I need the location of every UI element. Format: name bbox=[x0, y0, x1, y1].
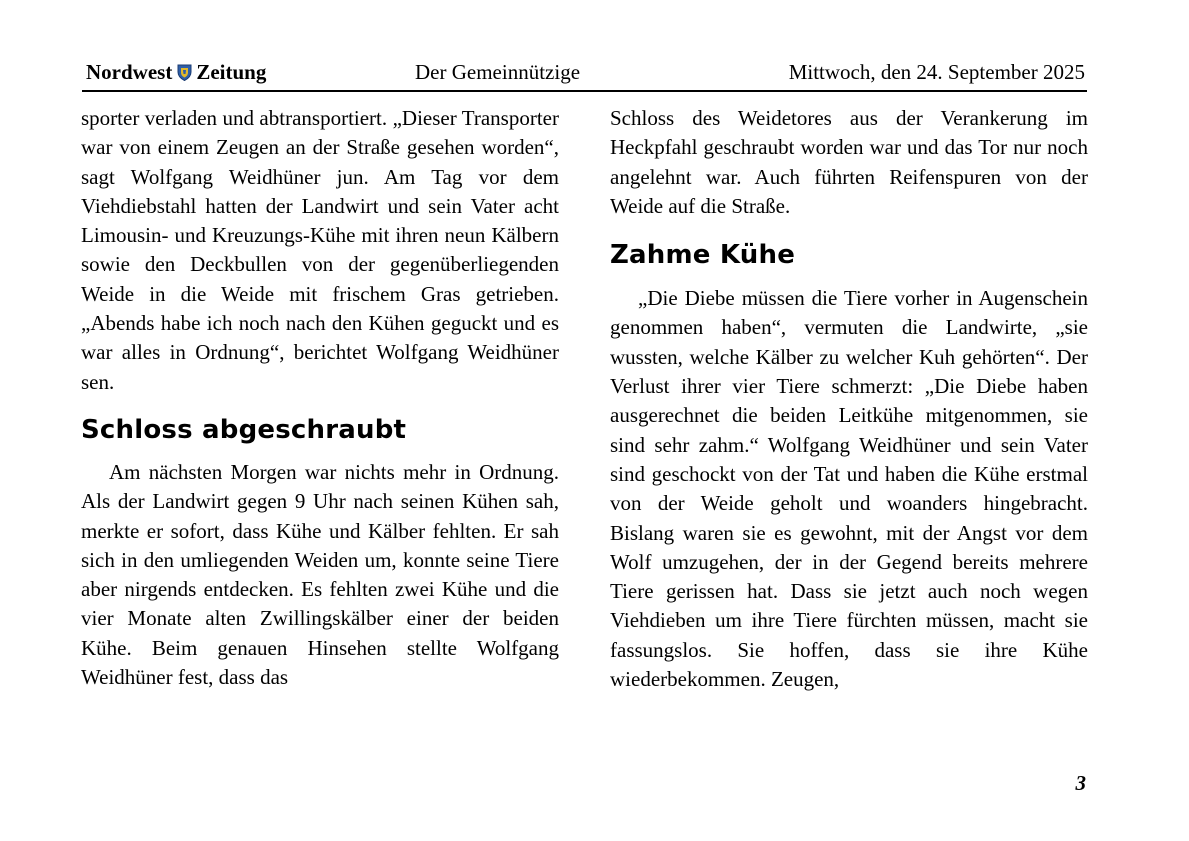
section-title: Der Gemeinnützige bbox=[415, 60, 581, 84]
left-column bbox=[81, 104, 559, 692]
right-paragraph-2: „Die Diebe müssen die Tiere vorher in Augenschein genommen haben“, vermuten die Landwirte, „sie wussten, welche Kälber zu welcher Kuh gehörten“. Der Verlust ihrer vier Tiere schmerzt: „Die Diebe haben ausgerechnet die beiden Leitkühe mitgenommen, sie sind sehr zahm.“ Wolfgang Weidhüner und sein Vater sind geschockt von der Tat und haben die Kühe erstmal von der Weide geholt und woanders hingebracht. Bislang waren sie es gewohnt, mit der Angst vor dem Wolf umzugehen, der in der Gegend bereits mehrere Tiere gerissen hat. Dass sie jetzt auch noch wegen Viehdieben um ihre Tiere fürchten müssen, macht sie fassungslos. Sie hoffen, dass sie ihre Kühe wiederbekommen. Zeugen, bbox=[610, 286, 1088, 692]
newspaper-masthead bbox=[86, 60, 266, 85]
left-paragraph-1: sporter verladen und abtransportiert. „Dieser Transporter war von einem Zeugen an der Straße gesehen worden“, sagt Wolfgang Weidhüner jun. Am Tag vor dem Viehdiebstahl hatten der Landwirt und sein Vater acht Limousin- und Kreuzungs-Kühe mit ihren neun Kälbern sowie den Deckbullen von der gegenüberliegenden Weide in die Weide mit frischem Gras getrieben. „Abends habe ich noch nach den Kühen geguckt und es war alles in Ordnung“, berichtet Wolfgang Weidhüner sen. bbox=[81, 106, 559, 394]
masthead-word-1: Nordwest bbox=[86, 60, 173, 84]
header-rule bbox=[82, 90, 1087, 92]
page-header bbox=[86, 58, 1085, 88]
issue-date: Mittwoch, den 24. September 2025 bbox=[788, 60, 1085, 84]
masthead-word-2: Zeitung bbox=[196, 60, 267, 84]
coat-of-arms-icon bbox=[177, 62, 192, 79]
page-number: 3 bbox=[1075, 771, 1086, 795]
subheading-schloss-abgeschraubt: Schloss abgeschraubt bbox=[81, 414, 407, 445]
right-column bbox=[610, 104, 1088, 694]
right-paragraph-1: Schloss des Weidetores aus der Verankerung im Heckpfahl geschraubt worden war und das Tor nur noch angelehnt war. Auch führten Reifenspuren von der Weide auf die Straße. bbox=[610, 106, 1088, 218]
left-paragraph-2: Am nächsten Morgen war nichts mehr in Ordnung. Als der Landwirt gegen 9 Uhr nach seinen Kühen sah, merkte er sofort, dass Kühe und Kälber fehlten. Er sah sich in den umliegenden Weiden um, konnte seine Tiere aber nirgends entdecken. Es fehlten zwei Kühe und die vier Monate alten Zwillingskälber einer der beiden Kühe. Beim genauen Hinsehen stellte Wolfgang Weidhüner fest, dass das bbox=[81, 459, 559, 690]
subheading-zahme-kuehe: Zahme Kühe bbox=[610, 240, 796, 271]
